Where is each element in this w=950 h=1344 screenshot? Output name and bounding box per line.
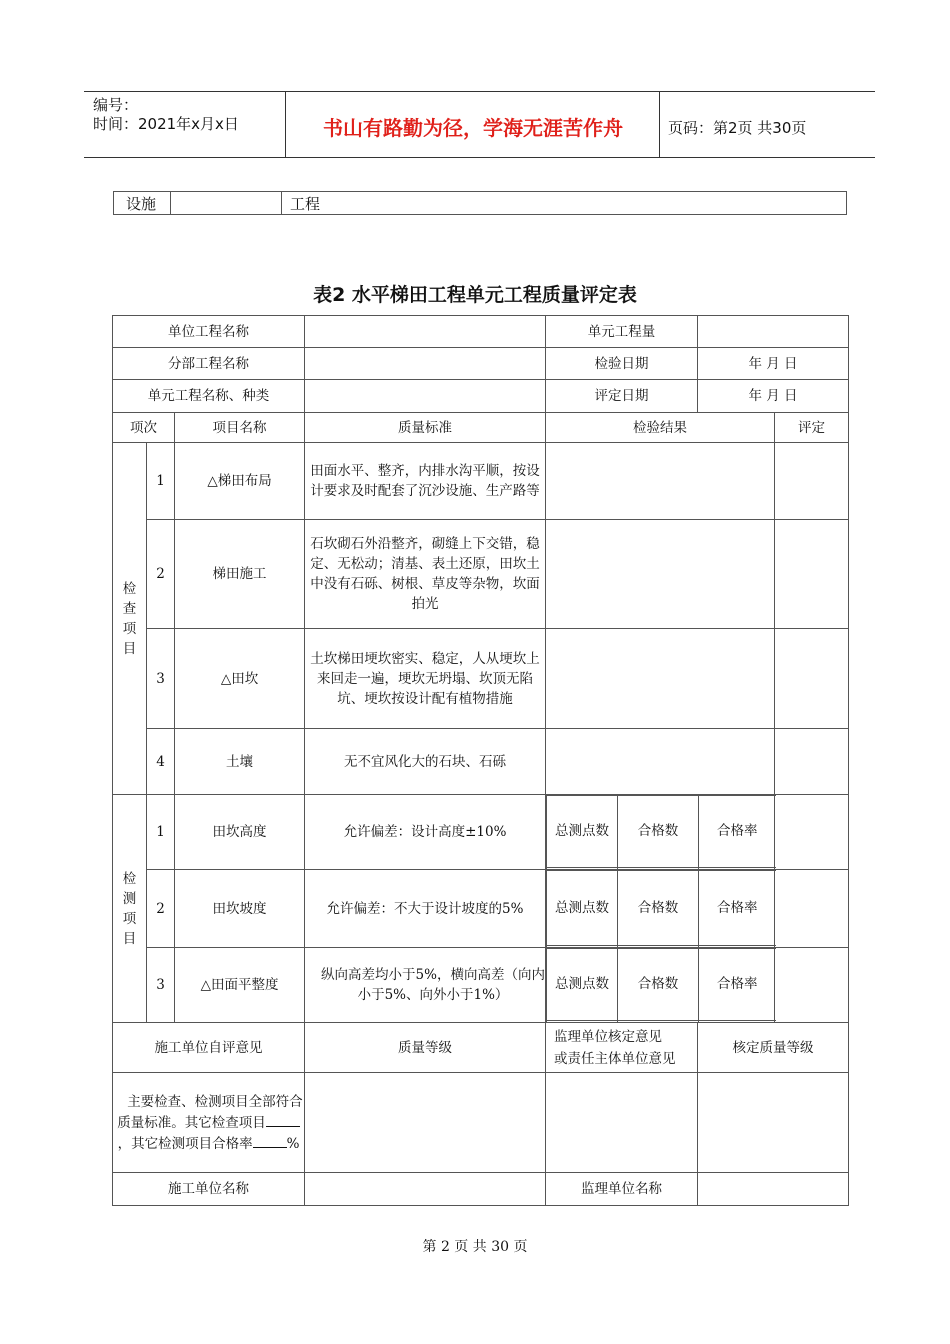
measure-item-standard: 允许偏差：不大于设计坡度的5% <box>305 870 546 948</box>
blank-underline[interactable] <box>253 1133 287 1148</box>
qualified-count-header: 合格数 <box>618 871 699 946</box>
element-name-value[interactable] <box>305 380 546 413</box>
blank-underline[interactable] <box>266 1112 300 1127</box>
check-item-assess[interactable] <box>775 629 849 729</box>
check-item-result[interactable] <box>546 729 775 795</box>
check-item-name: 土壤 <box>175 729 305 795</box>
supervisor-name-label: 监理单位名称 <box>546 1173 698 1206</box>
carry-divider <box>170 192 171 214</box>
col-item-name: 项目名称 <box>175 413 305 443</box>
check-item-assess[interactable] <box>775 520 849 629</box>
check-item-no: 4 <box>147 729 175 795</box>
pass-rate-header: 合格率 <box>699 796 776 868</box>
assessment-table <box>112 315 849 1206</box>
supervise-opinion-value[interactable] <box>546 1073 698 1173</box>
page-number-label: 页码：第2页 共30页 <box>668 119 807 137</box>
check-item-name: 梯田施工 <box>175 520 305 629</box>
check-item-standard: 土坎梯田埂坎密实、稳定，人从埂坎上来回走一遍，埂坎无坍塌、坎顶无陷坑、埂坎按设计配有植物措施 <box>305 629 546 729</box>
carry-divider <box>281 192 282 214</box>
check-item-result[interactable] <box>546 629 775 729</box>
unit-quantity-label: 单元工程量 <box>546 316 698 348</box>
element-name-label: 单元工程名称、种类 <box>113 380 305 413</box>
carry-cell-engineering: 工程 <box>290 195 321 213</box>
measure-item-no: 2 <box>147 870 175 948</box>
carry-over-row <box>113 191 847 215</box>
total-points-header: 总测点数 <box>547 871 618 946</box>
unit-name-label: 单位工程名称 <box>113 316 305 348</box>
measure-item-no: 3 <box>147 948 175 1023</box>
assess-date-label: 评定日期 <box>546 380 698 413</box>
builder-name-value[interactable] <box>305 1173 546 1206</box>
measure-result-grid <box>546 948 775 1023</box>
measure-item-no: 1 <box>147 795 175 870</box>
self-eval-label: 施工单位自评意见 <box>113 1023 305 1073</box>
measure-group-label: 检 测 项 目 <box>113 795 147 1023</box>
check-item-result[interactable] <box>546 443 775 520</box>
pass-rate-header: 合格率 <box>699 949 776 1021</box>
total-points-header: 总测点数 <box>547 796 618 868</box>
qualified-count-header: 合格数 <box>618 949 699 1021</box>
pass-rate-header: 合格率 <box>699 871 776 946</box>
check-item-name: △梯田布局 <box>175 443 305 520</box>
measure-item-assess[interactable] <box>775 795 849 870</box>
col-result: 检验结果 <box>546 413 775 443</box>
self-eval-note: 主要检查、检测项目全部符合质量标准。其它检查项目，其它检测项目合格率 % <box>113 1073 305 1173</box>
assess-date-value[interactable]: 年 月 日 <box>698 380 849 413</box>
qualified-count-header: 合格数 <box>618 796 699 868</box>
page-footer: 第 2 页 共 30 页 <box>422 1239 528 1255</box>
quality-grade-label: 质量等级 <box>305 1023 546 1073</box>
supervise-opinion-label: 监理单位核定意见 或责任主体单位意见 <box>546 1023 698 1073</box>
col-standard: 质量标准 <box>305 413 546 443</box>
header-bottom-rule <box>84 157 875 158</box>
check-item-standard: 田面水平、整齐，内排水沟平顺，按设计要求及时配套了沉沙设施、生产路等 <box>305 443 546 520</box>
measure-item-name: △田面平整度 <box>175 948 305 1023</box>
measure-item-assess[interactable] <box>775 870 849 948</box>
col-assess: 评定 <box>775 413 849 443</box>
check-item-standard: 无不宜风化大的石块、石砾 <box>305 729 546 795</box>
verified-grade-value[interactable] <box>698 1073 849 1173</box>
check-item-standard: 石坎砌石外沿整齐，砌缝上下交错，稳定、无松动；清基、表土还原，田坎土中没有石砾、树根、草皮等杂物，坎面拍光 <box>305 520 546 629</box>
header-divider <box>659 91 660 158</box>
check-item-assess[interactable] <box>775 729 849 795</box>
measure-item-name: 田坎高度 <box>175 795 305 870</box>
check-item-name: △田坎 <box>175 629 305 729</box>
check-group-label: 检 查 项 目 <box>113 443 147 795</box>
check-item-no: 3 <box>147 629 175 729</box>
measure-result-grid <box>546 795 775 870</box>
measure-item-standard: 纵向高差均小于5%，横向高差（向内小于5%、向外小于1%） <box>305 948 546 1023</box>
measure-item-name: 田坎坡度 <box>175 870 305 948</box>
measure-item-assess[interactable] <box>775 948 849 1023</box>
check-item-no: 2 <box>147 520 175 629</box>
inspect-date-label: 检验日期 <box>546 348 698 380</box>
doc-time-label: 时间：2021年x月x日 <box>93 115 239 133</box>
header-top-rule <box>84 91 875 92</box>
carry-cell-facility: 设施 <box>126 195 157 213</box>
measure-result-grid <box>546 870 775 948</box>
check-item-assess[interactable] <box>775 443 849 520</box>
unit-quantity-value[interactable] <box>698 316 849 348</box>
division-name-value[interactable] <box>305 348 546 380</box>
quality-grade-value[interactable] <box>305 1073 546 1173</box>
supervisor-name-value[interactable] <box>698 1173 849 1206</box>
verified-grade-label: 核定质量等级 <box>698 1023 849 1073</box>
builder-name-label: 施工单位名称 <box>113 1173 305 1206</box>
unit-name-value[interactable] <box>305 316 546 348</box>
check-item-result[interactable] <box>546 520 775 629</box>
measure-item-standard: 允许偏差：设计高度±10% <box>305 795 546 870</box>
check-item-no: 1 <box>147 443 175 520</box>
inspect-date-value[interactable]: 年 月 日 <box>698 348 849 380</box>
total-points-header: 总测点数 <box>547 949 618 1021</box>
doc-number-label: 编号： <box>93 96 139 114</box>
division-name-label: 分部工程名称 <box>113 348 305 380</box>
table-title: 表2 水平梯田工程单元工程质量评定表 <box>313 284 637 306</box>
header-motto: 书山有路勤为径，学海无涯苦作舟 <box>323 116 623 140</box>
col-item-no: 项次 <box>113 413 175 443</box>
header-divider <box>285 91 286 158</box>
